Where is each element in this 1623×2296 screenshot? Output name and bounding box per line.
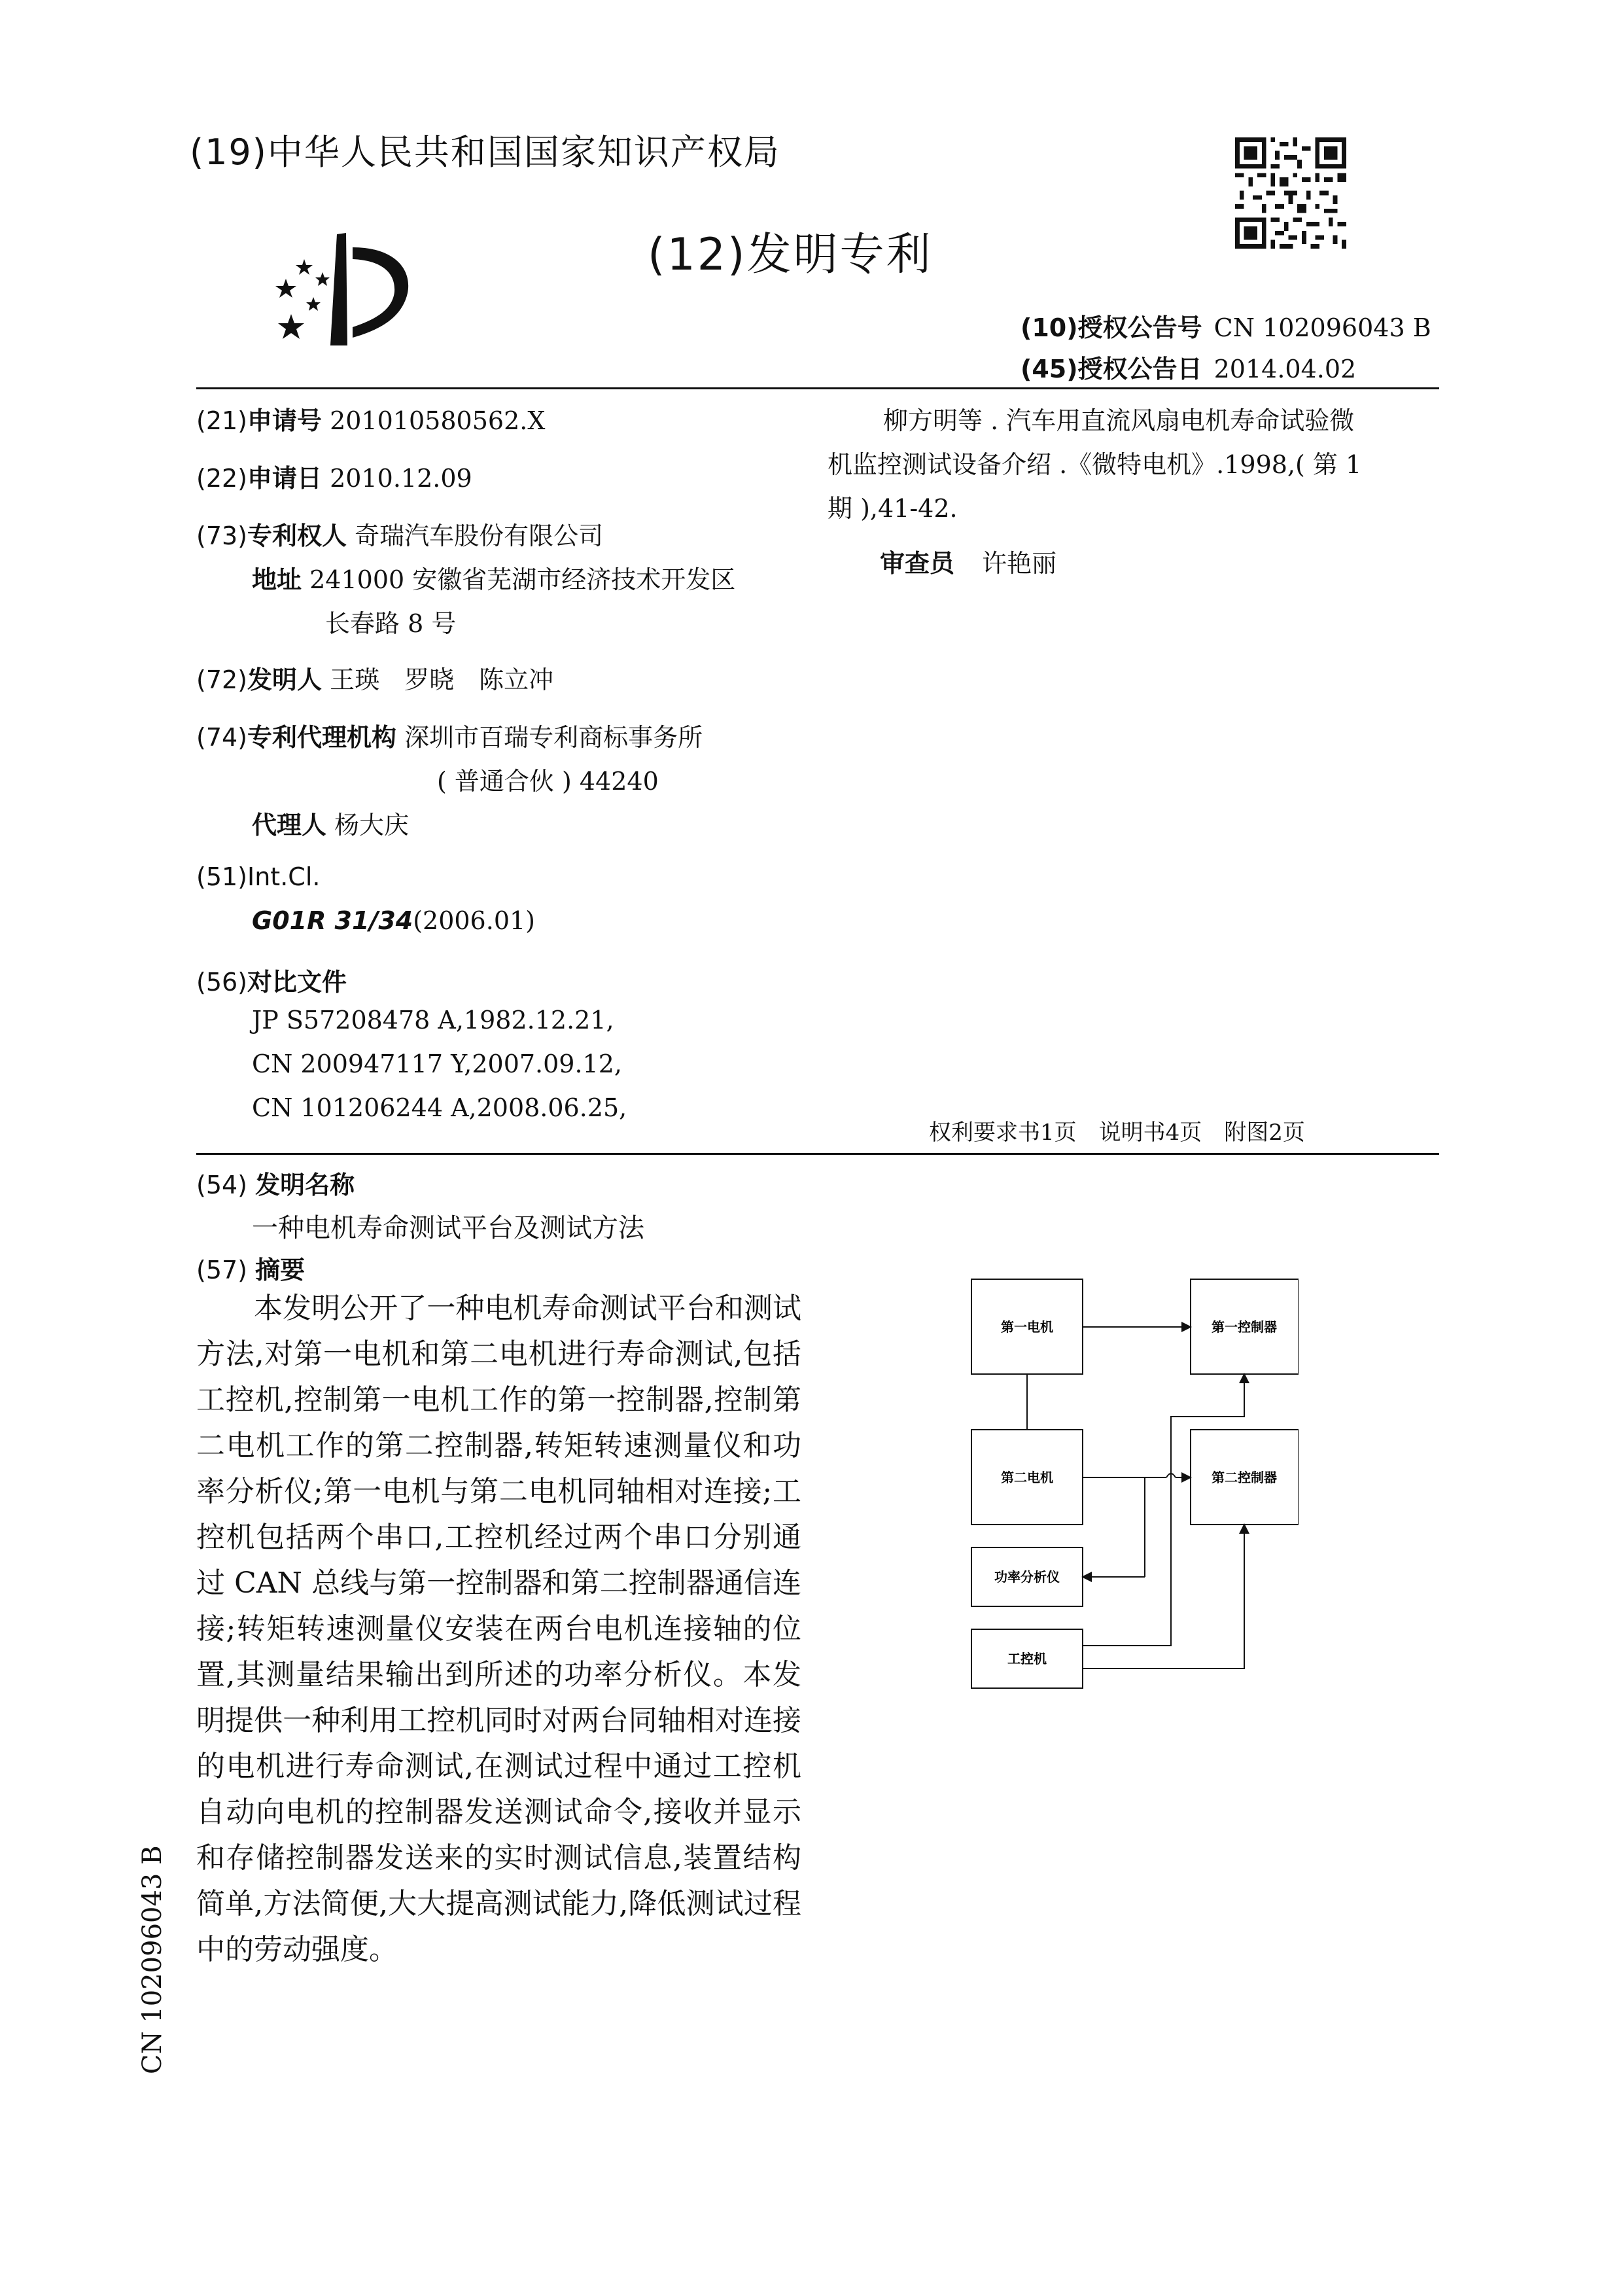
int-cl-class (252, 906, 535, 935)
motor1-label: 第一电机 (1001, 1319, 1053, 1335)
agency-line-2: ( 普通合伙 ) 44240 (437, 767, 659, 796)
document-type: (12)发明专利 (648, 229, 933, 281)
controller1-label: 第一控制器 (1212, 1319, 1277, 1335)
field-code: (21) (196, 406, 248, 435)
motor2-label: 第二电机 (1001, 1470, 1053, 1485)
logo-arc (353, 247, 408, 338)
abstract-heading (196, 1250, 305, 1286)
field-label: 审查员 (880, 549, 955, 578)
field-value: 杨大庆 (334, 811, 410, 839)
ipc-controller2-bus (1083, 1525, 1244, 1669)
field-label: 专利代理机构 (247, 723, 397, 752)
abstract-text: 本发明公开了一种电机寿命测试平台和测试方法,对第一电机和第二电机进行寿命测试,包括工控机,控制第一电机工作的第一控制器,控制第二电机工作的第二控制器,转矩转速测量仪和功率分析仪;第一电机与第二电机同轴相对连接;工控机包括两个串口,工控机经过两个串口分别通过 CAN 总线与第一控制器和第二控制器通信连接;转矩转速测量仪安装在两台电机连接轴的位置,其测量结果输出到所述的功率分析仪。本发明提供一种利用工控机同时对两台同轴相对连接的电机进行寿命测试,在测试过程中通过工控机自动向电机的控制器发送测试命令,接收并显示和存储控制器发送来的实时测试信息,装置结构简单,方法简便,大大提高测试能力,降低测试过程中的劳动强度。 (196, 1292, 801, 1966)
section-rule (196, 1153, 1439, 1155)
references-cited (196, 962, 347, 998)
field-label: 申请号 (247, 406, 323, 435)
application-date (196, 458, 472, 494)
publication-number-label: (10)授权公告号 (1021, 313, 1202, 342)
reference-item: CN 101206244 A,2008.06.25, (252, 1093, 627, 1122)
field-code: (22) (196, 464, 248, 493)
field-code: (73) (196, 521, 248, 550)
logo-star (296, 259, 313, 275)
patent-agency (196, 717, 703, 753)
field-label: 发明人 (247, 665, 323, 694)
reference-item: JP S57208478 A,1982.12.21, (252, 1006, 614, 1034)
controller2-label: 第二控制器 (1212, 1470, 1277, 1485)
reference-item: CN 200947117 Y,2007.09.12, (252, 1050, 622, 1078)
field-label: 对比文件 (247, 968, 347, 997)
field-code: (74) (196, 723, 248, 752)
qr-code-icon (1235, 137, 1346, 249)
int-cl (196, 862, 320, 891)
examiner (880, 543, 1056, 579)
field-value: 许艳丽 (982, 549, 1057, 578)
publication-number-value: CN 102096043 B (1213, 313, 1431, 342)
header-rule (196, 387, 1439, 389)
field-code: (72) (196, 665, 248, 694)
field-label: 发明名称 (255, 1171, 355, 1199)
field-value: 201010580562.X (330, 406, 546, 435)
publication-number (1021, 308, 1431, 344)
invention-title: 一种电机寿命测试平台及测试方法 (252, 1213, 644, 1243)
power-analyzer-label: 功率分析仪 (994, 1569, 1060, 1585)
field-code: (56) (196, 968, 248, 997)
logo-star (275, 279, 296, 298)
logo-bar (330, 233, 347, 345)
field-value: 奇瑞汽车股份有限公司 (355, 521, 604, 550)
publication-date-label: (45)授权公告日 (1021, 355, 1202, 383)
ipc-label: 工控机 (1007, 1651, 1047, 1667)
address-line-2: 长春路 8 号 (325, 609, 457, 638)
address (252, 559, 735, 595)
cnipa-logo (265, 221, 422, 352)
field-value: 241000 安徽省芜湖市经济技术开发区 (309, 565, 736, 594)
application-number (196, 400, 545, 436)
agent (252, 805, 409, 841)
citation-line: 期 ),41-42. (828, 494, 958, 523)
logo-star (278, 314, 304, 339)
ipc-version: (2006.01) (413, 906, 535, 935)
field-label: Int.Cl. (247, 862, 321, 891)
patentee (196, 516, 603, 552)
field-label: 摘要 (255, 1256, 305, 1284)
citation-line: 机监控测试设备介绍 .《微特电机》.1998,( 第 1 (828, 450, 1362, 479)
citation-line: 柳方明等 . 汽车用直流风扇电机寿命试验微 (883, 406, 1355, 435)
field-label: 地址 (252, 565, 302, 594)
logo-star (306, 297, 321, 311)
issuing-office: (19)中华人民共和国国家知识产权局 (190, 132, 780, 173)
ipc-class: G01R 31/34 (252, 906, 413, 935)
field-label: 代理人 (252, 811, 327, 839)
side-publication-code: CN 102096043 B (137, 1845, 167, 2074)
page-counts: 权利要求书1页 说明书4页 附图2页 (929, 1120, 1305, 1146)
invention-title-heading (196, 1165, 355, 1201)
field-code: (57) (196, 1256, 248, 1284)
field-value: 深圳市百瑞专利商标事务所 (404, 723, 703, 752)
publication-date-value: 2014.04.02 (1213, 355, 1357, 383)
field-value: 2010.12.09 (330, 464, 472, 493)
field-value: 王瑛 罗晓 陈立冲 (330, 665, 554, 694)
field-code: (54) (196, 1171, 248, 1199)
logo-star (315, 272, 330, 286)
field-code: (51) (196, 862, 248, 891)
field-label: 申请日 (247, 464, 323, 493)
abstract-diagram (958, 1266, 1299, 1711)
ipc-controller1-bus (1083, 1374, 1244, 1646)
field-label: 专利权人 (247, 521, 347, 550)
inventors (196, 660, 553, 696)
publication-date (1021, 349, 1356, 385)
